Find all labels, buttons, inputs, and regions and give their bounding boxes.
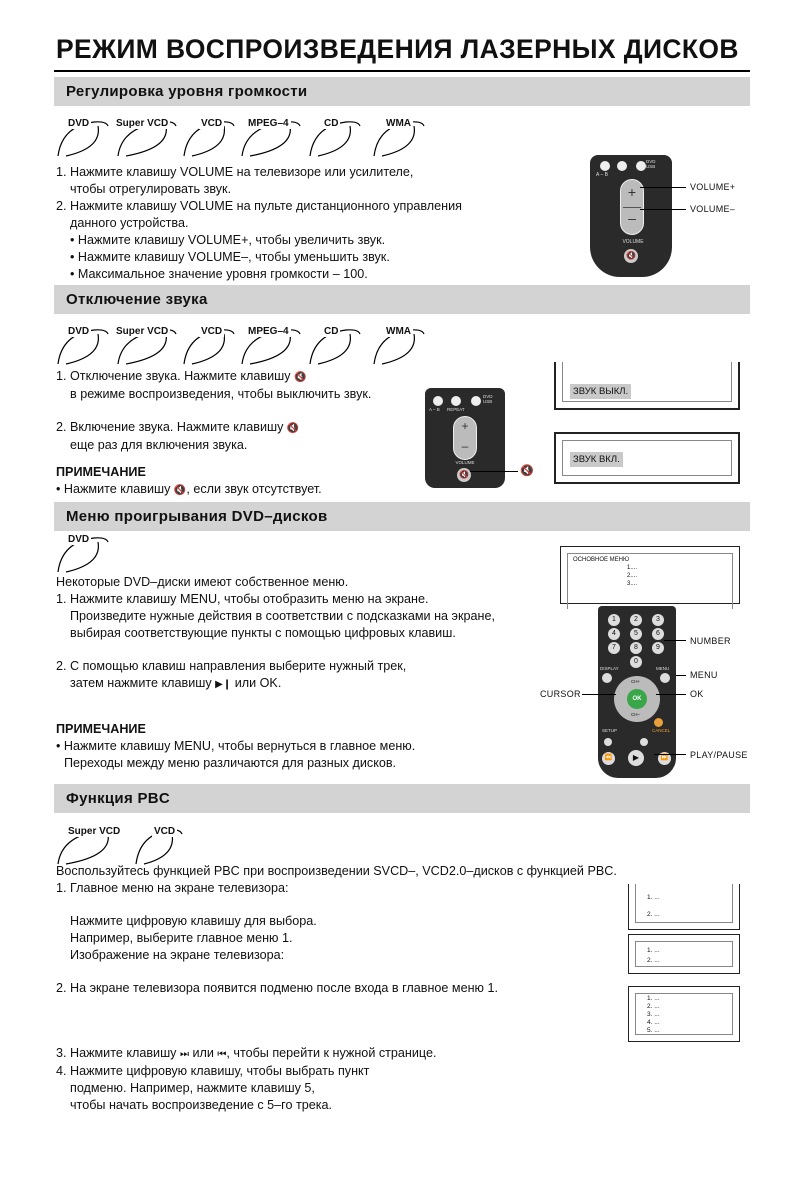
- callout-line: [656, 694, 686, 695]
- tv-screen-pbc-main: [628, 884, 740, 930]
- callout-line: [676, 675, 686, 676]
- format-label: Super VCD: [116, 326, 169, 337]
- section-header-volume: Регулировка уровня громкости: [54, 77, 750, 106]
- dvd-usb-button: [471, 396, 481, 406]
- fast-forward-icon: ⏩: [658, 752, 671, 765]
- callout-line: [664, 640, 686, 641]
- callout-line: [582, 694, 616, 695]
- menu-item: 1....: [627, 565, 638, 571]
- text-line: 2. С помощью клавиш направления выберите нужный трек,: [56, 659, 407, 673]
- ok-button: OK: [627, 689, 647, 709]
- repeat-button: [617, 161, 627, 171]
- text-line: • Нажмите клавишу: [56, 482, 171, 496]
- menu-item: 5. ...: [647, 1027, 660, 1034]
- remote-button: [640, 738, 648, 746]
- setup-label: SETUP: [602, 728, 618, 733]
- format-label: Super VCD: [116, 118, 169, 129]
- mute-icon: 🔇: [286, 423, 300, 434]
- rocker-divider: [623, 207, 641, 208]
- page-title: РЕЖИМ ВОСПРОИЗВЕДЕНИЯ ЛАЗЕРНЫХ ДИСКОВ: [56, 34, 739, 64]
- callout-play-pause: PLAY/PAUSE: [690, 750, 748, 760]
- text-line: • Нажмите клавишу VOLUME–, чтобы уменьшить звук.: [70, 250, 390, 264]
- callout-cursor: CURSOR: [540, 689, 581, 699]
- format-label: VCD: [201, 326, 223, 337]
- number-key: 4: [608, 628, 620, 640]
- text-line: 2. Нажмите клавишу VOLUME на пульте дистанционного управления: [56, 199, 462, 213]
- text-line: • Максимальное значение уровня громкости – 100.: [70, 267, 368, 281]
- menu-item: 2. ...: [647, 957, 660, 964]
- text-line: 1. Нажмите клавишу VOLUME на телевизоре или усилителе,: [56, 165, 414, 179]
- text-line: Например, выберите главное меню 1.: [70, 931, 293, 945]
- format-label: VCD: [154, 826, 176, 837]
- dvd-usb-label: DVD USB: [646, 159, 656, 169]
- format-label: DVD: [68, 534, 90, 545]
- tv-screen-dvd-menu: [560, 546, 740, 604]
- format-row-mute: [56, 326, 436, 366]
- text-line: , если звук отсутствует.: [186, 482, 322, 496]
- previous-track-icon: ⏮: [217, 1049, 227, 1060]
- menu-item: 4. ...: [647, 1019, 660, 1026]
- format-label: DVD: [68, 326, 90, 337]
- volume-rocker: [453, 416, 477, 460]
- text-line: еще раз для включения звука.: [70, 438, 248, 452]
- menu-label: MENU: [656, 666, 670, 671]
- mute-icon: 🔇: [173, 485, 187, 496]
- mute-icon: 🔇: [520, 465, 534, 477]
- text-line: 3. Нажмите клавишу: [56, 1046, 177, 1060]
- menu-item: 1. ...: [647, 947, 660, 954]
- text-line: 1. Главное меню на экране телевизора:: [56, 881, 289, 895]
- next-track-icon: ⏭: [179, 1049, 189, 1060]
- text-line: чтобы начать воспроизведение с 5–го трека.: [70, 1098, 333, 1112]
- dvd-usb-label: DVD USB: [483, 394, 493, 404]
- text-line: подменю. Например, нажмите клавишу 5,: [70, 1081, 315, 1095]
- text-line: в режиме воспроизведения, чтобы выключить звук.: [70, 387, 372, 401]
- format-label: MPEG–4: [248, 326, 289, 337]
- format-row-dvd-menu: [56, 534, 116, 574]
- menu-item: 2. ...: [647, 1003, 660, 1010]
- repeat-button: [451, 396, 461, 406]
- text-line: затем нажмите клавишу: [70, 676, 212, 690]
- text-line: 4. Нажмите цифровую клавишу, чтобы выбрать пункт: [56, 1064, 370, 1078]
- tv-screen-mute-off: [554, 362, 740, 410]
- text-line: чтобы отрегулировать звук.: [70, 182, 232, 196]
- volume-label: VOLUME: [622, 239, 644, 245]
- callout-number: NUMBER: [690, 636, 731, 646]
- screen-label-mute-on: ЗВУК ВКЛ.: [570, 452, 623, 467]
- title-rule: [54, 70, 750, 72]
- remote-volume-illustration: [590, 155, 672, 277]
- text-line: или: [192, 1046, 214, 1060]
- format-label: MPEG–4: [248, 118, 289, 129]
- text-line: • Нажмите клавишу MENU, чтобы вернуться в главное меню.: [56, 739, 416, 753]
- number-key: 6: [652, 628, 664, 640]
- ab-button: [600, 161, 610, 171]
- text-line: Изображение на экране телевизора:: [70, 948, 285, 962]
- format-label: Super VCD: [68, 826, 121, 837]
- cancel-label: CANCEL: [652, 728, 671, 733]
- screen-label-mute-off: ЗВУК ВЫКЛ.: [570, 384, 631, 399]
- callout-menu: MENU: [690, 670, 718, 680]
- format-label: CD: [324, 118, 339, 129]
- format-label: CD: [324, 326, 339, 337]
- volume-label: VOLUME: [455, 460, 475, 465]
- callout-volume-minus: VOLUME–: [690, 204, 736, 214]
- text-line: Некоторые DVD–диски имеют собственное меню.: [56, 575, 349, 589]
- text-line: данного устройства.: [70, 216, 189, 230]
- navigation-ring: [614, 676, 660, 722]
- volume-instructions: [56, 164, 462, 283]
- number-key: 5: [630, 628, 642, 640]
- mute-icon: 🔇: [624, 249, 638, 263]
- volume-plus-sign: +: [627, 184, 637, 200]
- tv-screen-mute-on: [554, 432, 740, 484]
- menu-item: 2. ...: [647, 911, 660, 918]
- note-title: ПРИМЕЧАНИЕ: [56, 722, 146, 736]
- play-pause-icon: ▶❙: [215, 679, 232, 690]
- play-pause-icon: ▶: [628, 750, 644, 766]
- text-line: , чтобы перейти к нужной странице.: [226, 1046, 437, 1060]
- section-header-dvd-menu: Меню проигрывания DVD–дисков: [54, 502, 750, 531]
- cancel-button: [654, 718, 663, 727]
- menu-button: [660, 673, 670, 683]
- text-line: 2. Включение звука. Нажмите клавишу: [56, 420, 284, 434]
- screen-title-main-menu: ОСНОВНОЕ МЕНЮ: [573, 557, 630, 563]
- menu-item: 1. ...: [647, 995, 660, 1002]
- callout-volume-plus: VOLUME+: [690, 182, 736, 192]
- pbc-instructions: [56, 863, 617, 1114]
- mute-icon: 🔇: [294, 372, 307, 383]
- ab-label: A – B: [429, 407, 440, 412]
- text-line: 2. На экране телевизора появится подменю после входа в главное меню 1.: [56, 981, 498, 995]
- text-line: 1. Отключение звука. Нажмите клавишу: [56, 369, 291, 383]
- number-key: 8: [630, 642, 642, 654]
- menu-item: 3....: [627, 581, 638, 587]
- volume-plus-sign: +: [461, 419, 469, 433]
- format-label: DVD: [68, 118, 90, 129]
- section-header-mute: Отключение звука: [54, 285, 750, 314]
- ab-button: [433, 396, 443, 406]
- format-row-volume: [56, 118, 436, 158]
- volume-minus-sign: –: [628, 210, 636, 226]
- remote-mute-illustration: [425, 388, 505, 488]
- tv-screen-pbc-submenu: [628, 986, 740, 1042]
- format-label: VCD: [201, 118, 223, 129]
- text-line: • Нажмите клавишу VOLUME+, чтобы увеличить звук.: [70, 233, 386, 247]
- remote-menu-illustration: [598, 606, 676, 778]
- text-line: выбирая соответствующие пункты с помощью цифровых клавиш.: [70, 626, 456, 640]
- callout-line: [470, 471, 518, 472]
- remote-button: [604, 738, 612, 746]
- menu-item: 1. ...: [647, 894, 660, 901]
- text-line: Переходы между меню различаются для разных дисков.: [64, 756, 397, 770]
- display-button: [602, 673, 612, 683]
- format-label: WMA: [386, 118, 411, 129]
- menu-item: 2....: [627, 573, 638, 579]
- mute-instructions: [56, 368, 371, 499]
- display-label: DISPLAY: [600, 666, 619, 671]
- number-key: 7: [608, 642, 620, 654]
- tv-screen-pbc-selected: [628, 934, 740, 974]
- note-title: ПРИМЕЧАНИЕ: [56, 465, 146, 479]
- text-line: 1. Нажмите клавишу MENU, чтобы отобразить меню на экране.: [56, 592, 429, 606]
- number-keypad: [608, 614, 666, 670]
- menu-item: 3. ...: [647, 1011, 660, 1018]
- text-line: Нажмите цифровую клавишу для выбора.: [70, 914, 317, 928]
- ch-up-label: CH+: [631, 679, 641, 684]
- number-key: 9: [652, 642, 664, 654]
- format-row-pbc: [56, 826, 196, 866]
- mute-icon: 🔇: [457, 468, 471, 482]
- text-line: или OK.: [234, 676, 282, 690]
- ch-down-label: CH–: [631, 712, 641, 717]
- callout-line: [654, 754, 686, 755]
- dvd-menu-instructions: [56, 574, 495, 772]
- rewind-icon: ⏪: [602, 752, 615, 765]
- text-line: Произведите нужные действия в соответствии с подсказками на экране,: [70, 609, 495, 623]
- section-header-pbc: Функция PBC: [54, 784, 750, 813]
- number-key: 0: [630, 656, 642, 668]
- volume-minus-sign: –: [461, 439, 469, 453]
- text-line: Воспользуйтесь функцией PBC при воспроизведении SVCD–, VCD2.0–дисков с функцией PBC.: [56, 864, 617, 878]
- callout-line: [640, 187, 686, 188]
- ab-label: A – B: [596, 172, 608, 178]
- format-label: WMA: [386, 326, 411, 337]
- dvd-usb-button: [636, 161, 646, 171]
- number-key: 1: [608, 614, 620, 626]
- number-key: 2: [630, 614, 642, 626]
- repeat-label: REPEAT: [447, 407, 465, 412]
- number-key: 3: [652, 614, 664, 626]
- callout-line: [640, 209, 686, 210]
- callout-ok: OK: [690, 689, 704, 699]
